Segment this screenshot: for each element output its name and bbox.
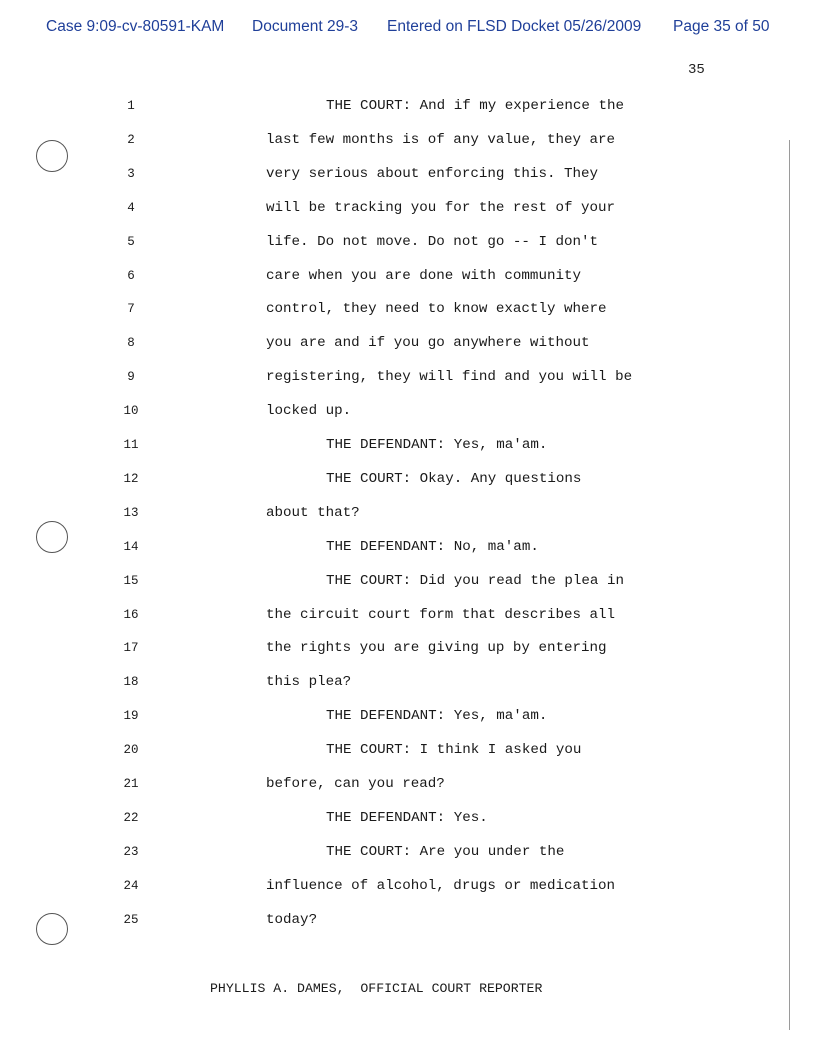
case-number: Case 9:09-cv-80591-KAM [46, 18, 225, 35]
line-number: 9 [127, 370, 135, 385]
transcript-line [0, 607, 816, 627]
document-number: Document 29-3 [252, 18, 358, 35]
transcript-line [0, 369, 816, 389]
transcript-line [0, 335, 816, 355]
transcript-line [0, 640, 816, 660]
transcript-line [0, 166, 816, 186]
transcript-line [0, 471, 816, 491]
line-text: this plea? [266, 674, 352, 691]
transcript-line [0, 301, 816, 321]
line-text: THE DEFENDANT: Yes. [326, 809, 488, 826]
transcript-line [0, 708, 816, 728]
page-of-total: Page 35 of 50 [673, 18, 770, 35]
line-number: 19 [123, 709, 139, 724]
line-text: today? [266, 911, 318, 928]
line-number: 5 [127, 234, 135, 249]
line-text: the rights you are giving up by entering [266, 640, 607, 657]
transcript-line [0, 878, 816, 898]
line-number: 18 [123, 675, 139, 690]
line-text: about that? [266, 504, 360, 521]
line-number: 11 [123, 438, 139, 452]
line-number: 20 [123, 743, 139, 758]
transcript-line [0, 573, 816, 593]
court-reporter-footer: PHYLLIS A. DAMES, OFFICIAL COURT REPORTER [210, 981, 543, 996]
line-number: 14 [123, 539, 139, 554]
line-text: THE COURT: And if my experience the [326, 98, 624, 114]
line-text: registering, they will find and you will be [266, 369, 633, 386]
line-number: 10 [123, 404, 139, 419]
line-text: influence of alcohol, drugs or medication [266, 877, 616, 894]
line-number: 15 [123, 573, 139, 588]
line-text: THE DEFENDANT: No, ma'am. [326, 538, 539, 555]
line-number: 4 [127, 200, 135, 215]
line-text: THE COURT: I think I asked you [326, 742, 582, 759]
line-text: THE DEFENDANT: Yes, ma'am. [326, 437, 548, 453]
line-text: very serious about enforcing this. They [266, 165, 599, 182]
transcript-line [0, 200, 816, 220]
line-number: 13 [123, 505, 139, 520]
line-number: 8 [127, 336, 135, 351]
line-text: life. Do not move. Do not go -- I don't [266, 233, 599, 250]
line-number: 24 [123, 878, 139, 893]
transcript-line [0, 403, 816, 423]
transcript-line [0, 539, 816, 559]
transcript-line [0, 844, 816, 864]
line-number: 21 [123, 777, 139, 791]
line-text: last few months is of any value, they are [266, 131, 616, 148]
transcript-line [0, 810, 816, 830]
line-text: THE COURT: Did you read the plea in [326, 572, 624, 589]
transcript-line [0, 776, 816, 796]
transcript-line [0, 132, 816, 152]
line-text: control, they need to know exactly where [266, 301, 607, 318]
line-number: 6 [127, 268, 135, 283]
transcript-line [0, 98, 816, 118]
transcript-line [0, 912, 816, 932]
transcript-line [0, 742, 816, 762]
line-number: 2 [127, 132, 135, 147]
line-number: 17 [123, 641, 139, 656]
line-text: THE COURT: Okay. Any questions [326, 470, 582, 487]
line-text: before, can you read? [266, 776, 445, 792]
line-number: 12 [123, 471, 139, 486]
line-text: locked up. [266, 403, 352, 420]
transcript-line [0, 437, 816, 457]
transcript-line [0, 234, 816, 254]
line-text: care when you are done with community [266, 267, 582, 284]
line-text: the circuit court form that describes all [266, 606, 616, 623]
line-number: 22 [123, 810, 139, 825]
transcript-line [0, 674, 816, 694]
line-number: 25 [123, 912, 139, 927]
line-number: 3 [127, 166, 135, 181]
line-text: you are and if you go anywhere without [266, 335, 590, 352]
transcript-line [0, 505, 816, 525]
transcript-page-number: 35 [688, 62, 705, 78]
line-number: 7 [127, 302, 135, 317]
line-text: THE DEFENDANT: Yes, ma'am. [326, 708, 548, 725]
line-text: will be tracking you for the rest of your [266, 199, 616, 216]
docket-entry-date: Entered on FLSD Docket 05/26/2009 [387, 18, 642, 35]
line-number: 1 [127, 99, 135, 113]
transcript-line [0, 268, 816, 288]
line-text: THE COURT: Are you under the [326, 843, 565, 860]
line-number: 23 [123, 844, 139, 859]
line-number: 16 [123, 607, 139, 622]
